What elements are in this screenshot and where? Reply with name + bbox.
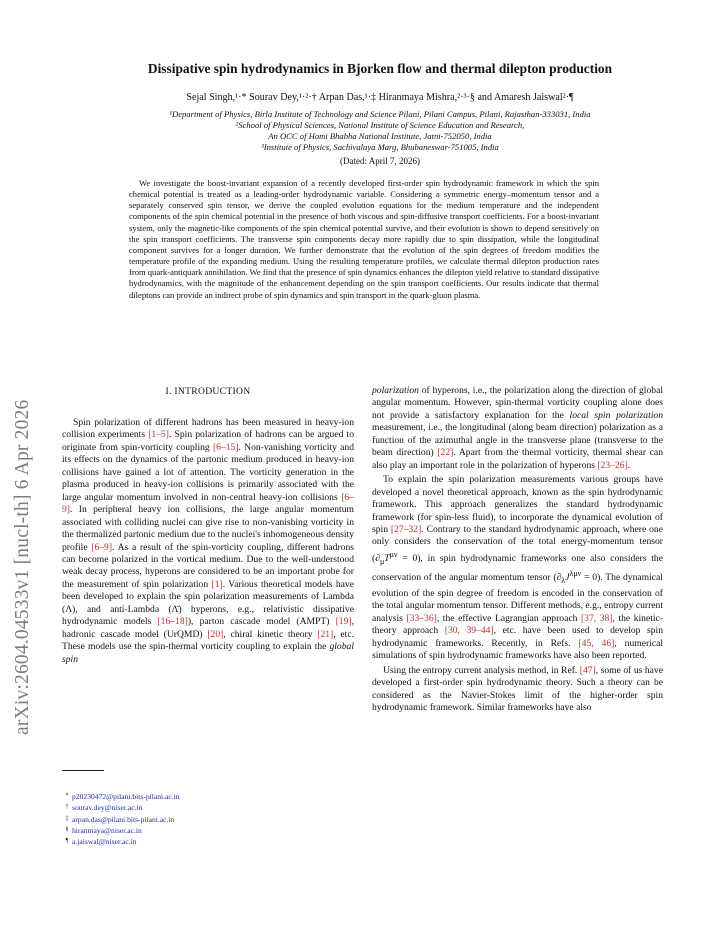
footnote-email-5	[62, 836, 354, 847]
italic-text: local spin polarization	[569, 409, 663, 421]
paper-title: Dissipative spin hydrodynamics in Bjorken flow and thermal dilepton production	[147, 61, 613, 76]
italic-text: polarization	[372, 385, 419, 396]
affiliation-1: ¹Department of Physics, Birla Institute of Technology and Science Pilani, Pilani Campus, Pilani, Rajasthan-333031, India	[169, 109, 591, 119]
citation-link[interactable]: [19]	[335, 616, 352, 628]
footnote-email-2	[62, 802, 354, 813]
footnote-marker: ¶	[65, 838, 69, 845]
left-column	[62, 417, 354, 668]
intro-paragraph-1	[62, 417, 354, 666]
math-symbol: J	[565, 572, 570, 584]
text-run: . Spin polarization of hadrons can be argued to originate from spin-vorticity coupling	[62, 429, 354, 453]
italic-text: global spin	[62, 641, 354, 665]
text-run: , the effective Lagrangian approach	[436, 612, 581, 624]
footnote-divider	[62, 770, 104, 771]
email-link[interactable]: hiranmaya@niser.ac.in	[72, 825, 142, 835]
section-heading: I. INTRODUCTION	[165, 386, 251, 397]
text-run: To explain the spin polarization measurements various groups have developed a novel theoretical approach, known as the spin hydrodynamic framework. This approach generalizes the standard hydrodynamic framework (for spin-less fluid), to incorporate the dynamical evolution of spin	[372, 474, 663, 535]
text-run: , hadronic cascade model (UrQMD)	[62, 616, 354, 640]
math-superscript: λμν	[569, 569, 582, 579]
email-link[interactable]: arpan.das@pilani.bits-pilani.ac.in	[72, 814, 175, 824]
citation-link[interactable]: [6–9]	[91, 541, 113, 553]
text-run: .	[627, 459, 631, 471]
text-run: . Apart from the thermal vorticity, thermal shear can also play an important role in the polarization of hyperons	[372, 447, 663, 471]
text-run: . As a result of the spin-vorticity coupling, different hadrons can become polarized in the vortical medium. Due to the well-understood weak decay process, hyperons are considered to be an important probe for the measurement of spin polarization	[62, 541, 354, 590]
citation-link[interactable]: [23–26]	[597, 459, 628, 471]
math-superscript: μν	[389, 549, 398, 559]
citation-link[interactable]: [45, 46]	[578, 637, 615, 649]
email-link[interactable]: a.jaiswal@niser.ac.in	[72, 837, 137, 847]
footnote-marker: ‡	[65, 815, 69, 822]
footnote-marker: §	[65, 826, 69, 833]
citation-link[interactable]: [6–15]	[212, 441, 239, 453]
text-run: , the kinetic-theory approach	[372, 612, 664, 637]
text-run: . Various theoretical models have been developed to explain the spin polarization measurements of Lambda (Λ), and anti-Lambda (Λ̄) hyperons, e.g., relativistic dissipative hydrodynamic models	[62, 578, 354, 628]
text-run: measurement, i.e., the longitudinal (along beam direction) polarization as a function of the azimuthal angle in the transverse plane (transverse to the beam direction)	[372, 422, 663, 459]
text-run: of hyperons, i.e., the polarization along the direction of global angular momentum. However, spin-thermal vorticity coupling alone does not provide a satisfactory explanation for the	[372, 385, 663, 421]
footnote-email-4	[62, 825, 354, 836]
text-run: ), parton cascade model (AMPT)	[187, 616, 336, 628]
math-subscript: λ	[561, 576, 566, 586]
affiliation-3: ³Institute of Physics, Sachivalaya Marg, Bhubaneswar-751005, India	[261, 142, 499, 152]
math-symbol: T	[384, 553, 390, 565]
text-run: . Non-vanishing vorticity and its effects on the dynamics of the partonic medium produced in heavy-ion collisions have gained a lot of attention. The vorticity generation in the plasma produced in heavy-ion collisions is primarily associated with the large angular momentum involved in non-central heavy-ion collisions	[62, 441, 354, 503]
abstract: We investigate the boost-invariant expansion of a recently developed first-order spin hydrodynamic framework in which the spin chemical potential is treated as a leading-order hydrodynamic variable. Considering a symmetric energy–momentum tensor and a separately conserved spin tensor, we derive the coupled evolution equations for the medium temperature and the independent components of the spin chemical potential in the presence of both viscous and spin-diffusive transport coefficients. For a boost-invariant system, only the magnetic-like components of the spin chemical potential survive, and their evolution is shown to depend sensitively on the spin transport coefficients. The transverse spin components decay more rapidly due to spin dissipation, while the longitudinal component survives for a longer duration. We further demonstrate that the evolution of the spin degrees of freedom modifies the temperature profile of the expanding medium. Using the resulting temperature profiles, we calculate thermal dilepton production rates from quark-antiquark annihilation. We find that the presence of spin dynamics enhances the dilepton yield relative to standard dissipative hydrodynamics, with the magnitude of the enhancement depending on the spin transport coefficients. Our results indicate that thermal dileptons can provide an indirect probe of spin dynamics and spin transport in the quark-gluon plasma.	[129, 178, 599, 300]
text-run: , numerical simulations of spin hydrodynamic frameworks have also been reported.	[372, 637, 664, 662]
email-link[interactable]: p20230472@pilani.bits-pilani.ac.in	[72, 792, 180, 801]
intro-paragraph-2	[372, 474, 663, 663]
citation-link[interactable]: [21]	[317, 628, 334, 640]
text-run: , etc. have been used to develop spin hydrodynamic frameworks. Recently, in Refs.	[372, 625, 664, 649]
citation-link[interactable]: [37, 38]	[580, 612, 613, 624]
citation-link[interactable]: [47]	[579, 664, 596, 676]
citation-link[interactable]: [1–5]	[148, 429, 169, 441]
text-run: = 0), in spin hydrodynamic frameworks one also considers the conservation of the angular momentum tensor (∂	[372, 553, 663, 584]
date-line: (Dated: April 7, 2026)	[340, 156, 420, 166]
text-run: , etc. These models use the spin-thermal vorticity coupling to explain the	[62, 628, 354, 653]
affiliation-2: ²School of Physical Sciences, National Institute of Science Education and Research,	[235, 120, 525, 130]
footnote-marker: †	[65, 804, 69, 811]
citation-link[interactable]: [27–32]	[390, 523, 422, 535]
citation-link[interactable]: [30, 39–44]	[444, 625, 494, 637]
citation-link[interactable]: [22]	[437, 447, 454, 459]
right-column	[372, 385, 663, 717]
arxiv-identifier: arXiv:2604.04533v1 [nucl-th] 6 Apr 2026	[12, 399, 33, 735]
text-run: = 0). The dynamical evolution of the spin degree of freedom is encoded in the conservation of the total angular momentum tensor. Different methods, e.g., entropy current analysis	[372, 572, 663, 624]
citation-link[interactable]: [1]	[211, 578, 223, 590]
citation-link[interactable]: [33–36]	[406, 612, 437, 624]
text-run: , chiral kinetic theory	[223, 628, 318, 640]
footnote-email-3	[62, 814, 354, 825]
text-run: . In peripheral heavy ion collisions, the large angular momentum associated with colliding nuclei can give rise to non-vanishing vorticity in the thermalized partonic medium due to the nuclei's inhomogeneous density profile	[62, 504, 354, 553]
text-run: , some of us have developed a first-order spin hydrodynamic theory. Such a theory can be considered as the Navier-Stokes limit of the higher-order spin hydrodynamic framework. Similar frameworks have also	[372, 664, 663, 714]
footnotes	[62, 791, 354, 847]
footnote-marker: *	[65, 793, 69, 799]
text-run: Using the entropy current analysis method, in Ref.	[383, 664, 580, 676]
intro-paragraph-1-cont	[372, 385, 663, 472]
affiliation-2-cont: An OCC of Homi Bhabha National Institute, Jatni-752050, India	[268, 131, 492, 141]
email-link[interactable]: sourav.dey@niser.ac.in	[72, 803, 143, 813]
author-list: Sejal Singh,¹·* Sourav Dey,¹·²·† Arpan Das,¹·‡ Hiranmaya Mishra,²·³·§ and Amaresh Jaiswal²·¶	[186, 92, 574, 103]
citation-link[interactable]: [20]	[207, 628, 224, 640]
footnote-email-1	[62, 791, 354, 802]
text-run: Spin polarization of different hadrons has been measured in heavy-ion collision experiments	[62, 417, 354, 441]
intro-paragraph-3	[372, 665, 663, 715]
citation-link[interactable]: [16–18]	[157, 616, 188, 628]
math-subscript: μ	[379, 556, 385, 566]
text-run: . Contrary to the standard hydrodynamic approach, where one only considers the conservation of the total energy-momentum tensor (∂	[372, 523, 663, 565]
citation-link[interactable]: [6–9]	[62, 491, 354, 516]
